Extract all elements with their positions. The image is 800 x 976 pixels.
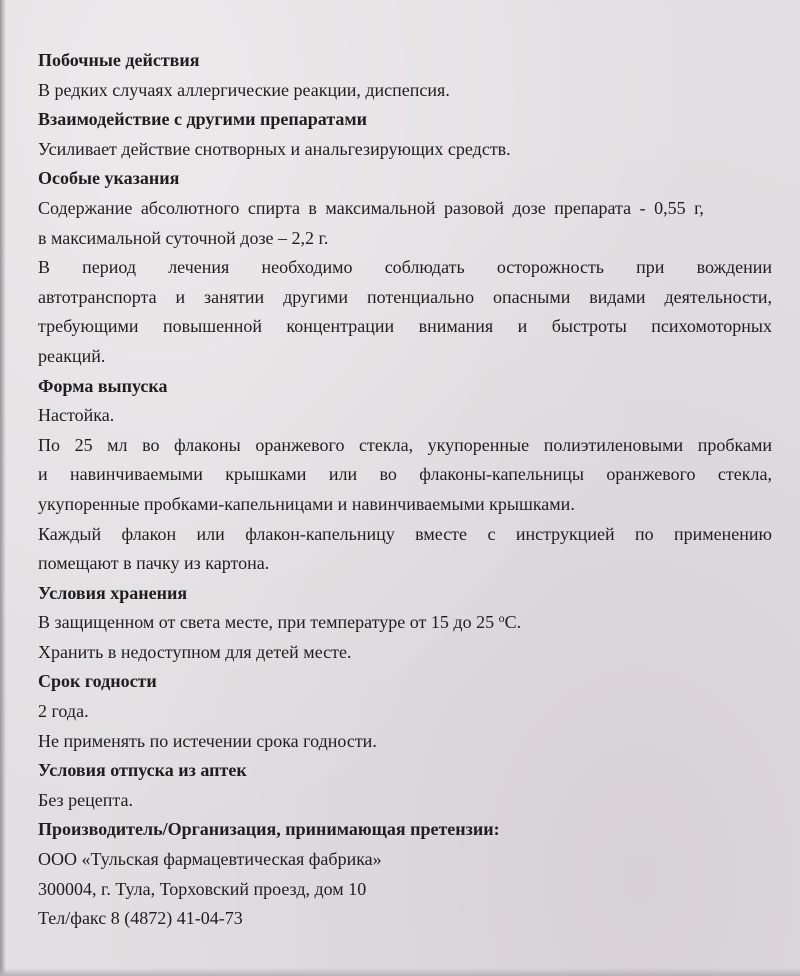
- manufacturer-phone: Тел/факс 8 (4872) 41-04-73: [38, 908, 243, 929]
- section-heading: Взаимодействие с другими препаратами: [38, 109, 368, 130]
- section-heading: Условия хранения: [38, 582, 188, 603]
- manufacturer-address: 300004, г. Тула, Торховский проезд, дом 10: [38, 878, 367, 899]
- text-line: помещают в пачку из картона.: [38, 553, 270, 574]
- paper-edge-bottom: [0, 968, 800, 976]
- section-storage: [38, 579, 772, 668]
- section-text: Усиливает действие снотворных и анальгезирующих средств.: [38, 138, 511, 159]
- section-heading: Срок годности: [38, 671, 157, 692]
- section-manufacturer: [38, 815, 772, 933]
- section-heading: Форма выпуска: [38, 375, 168, 396]
- text-line: [38, 608, 772, 638]
- text-line: 2 года.: [38, 701, 89, 722]
- section-interaction: [38, 105, 772, 164]
- paper-edge-left: [0, 0, 6, 976]
- text-line: автотранспорта и занятии другими потенциально опасными видами деятельности,: [38, 286, 772, 307]
- section-heading: Условия отпуска из аптек: [38, 760, 247, 781]
- text-line: Хранить в недоступном для детей месте.: [38, 641, 352, 662]
- text-line: В период лечения необходимо соблюдать осторожность при вождении: [38, 257, 772, 278]
- text-line: укупоренные пробками-капельницами и навинчиваемыми крышками.: [38, 493, 575, 514]
- text-line: и навинчиваемыми крышками или во флаконы-капельницы оранжевого стекла,: [38, 464, 772, 485]
- celsius-unit: С.: [504, 612, 522, 633]
- text-line: Содержание абсолютного спирта в максимальной разовой дозе препарата - 0,55 г,: [38, 197, 704, 218]
- text-line: Каждый флакон или флакон-капельницу вместе с инструкцией по применению: [38, 523, 772, 544]
- section-heading: Производитель/Организация, принимающая претензии:: [38, 819, 500, 840]
- degree-sign: о: [498, 611, 505, 626]
- section-text: В редких случаях аллергические реакции, диспепсия.: [38, 79, 450, 100]
- section-side-effects: [38, 46, 772, 105]
- storage-temperature-text: В защищенном от света месте, при температуре от 15 до 25: [38, 612, 499, 633]
- text-line: требующими повышенной концентрации внимания и быстроты психомоторных: [38, 316, 772, 337]
- section-heading: Побочные действия: [38, 50, 200, 70]
- text-line: По 25 мл во флаконы оранжевого стекла, укупоренные полиэтиленовыми пробками: [38, 434, 772, 455]
- section-dispensing: [38, 756, 772, 815]
- text-line: Не применять по истечении срока годности.: [38, 730, 377, 751]
- section-special-instructions: [38, 164, 772, 371]
- text-line: Без рецепта.: [38, 789, 133, 810]
- section-release-form: [38, 372, 772, 579]
- section-shelf-life: [38, 667, 772, 756]
- text-line: реакций.: [38, 345, 106, 366]
- manufacturer-name: ООО «Тульская фармацевтическая фабрика»: [38, 849, 382, 870]
- text-line: в максимальной суточной дозе – 2,2 г.: [38, 227, 329, 248]
- text-line: Настойка.: [38, 405, 115, 426]
- section-heading: Особые указания: [38, 168, 180, 189]
